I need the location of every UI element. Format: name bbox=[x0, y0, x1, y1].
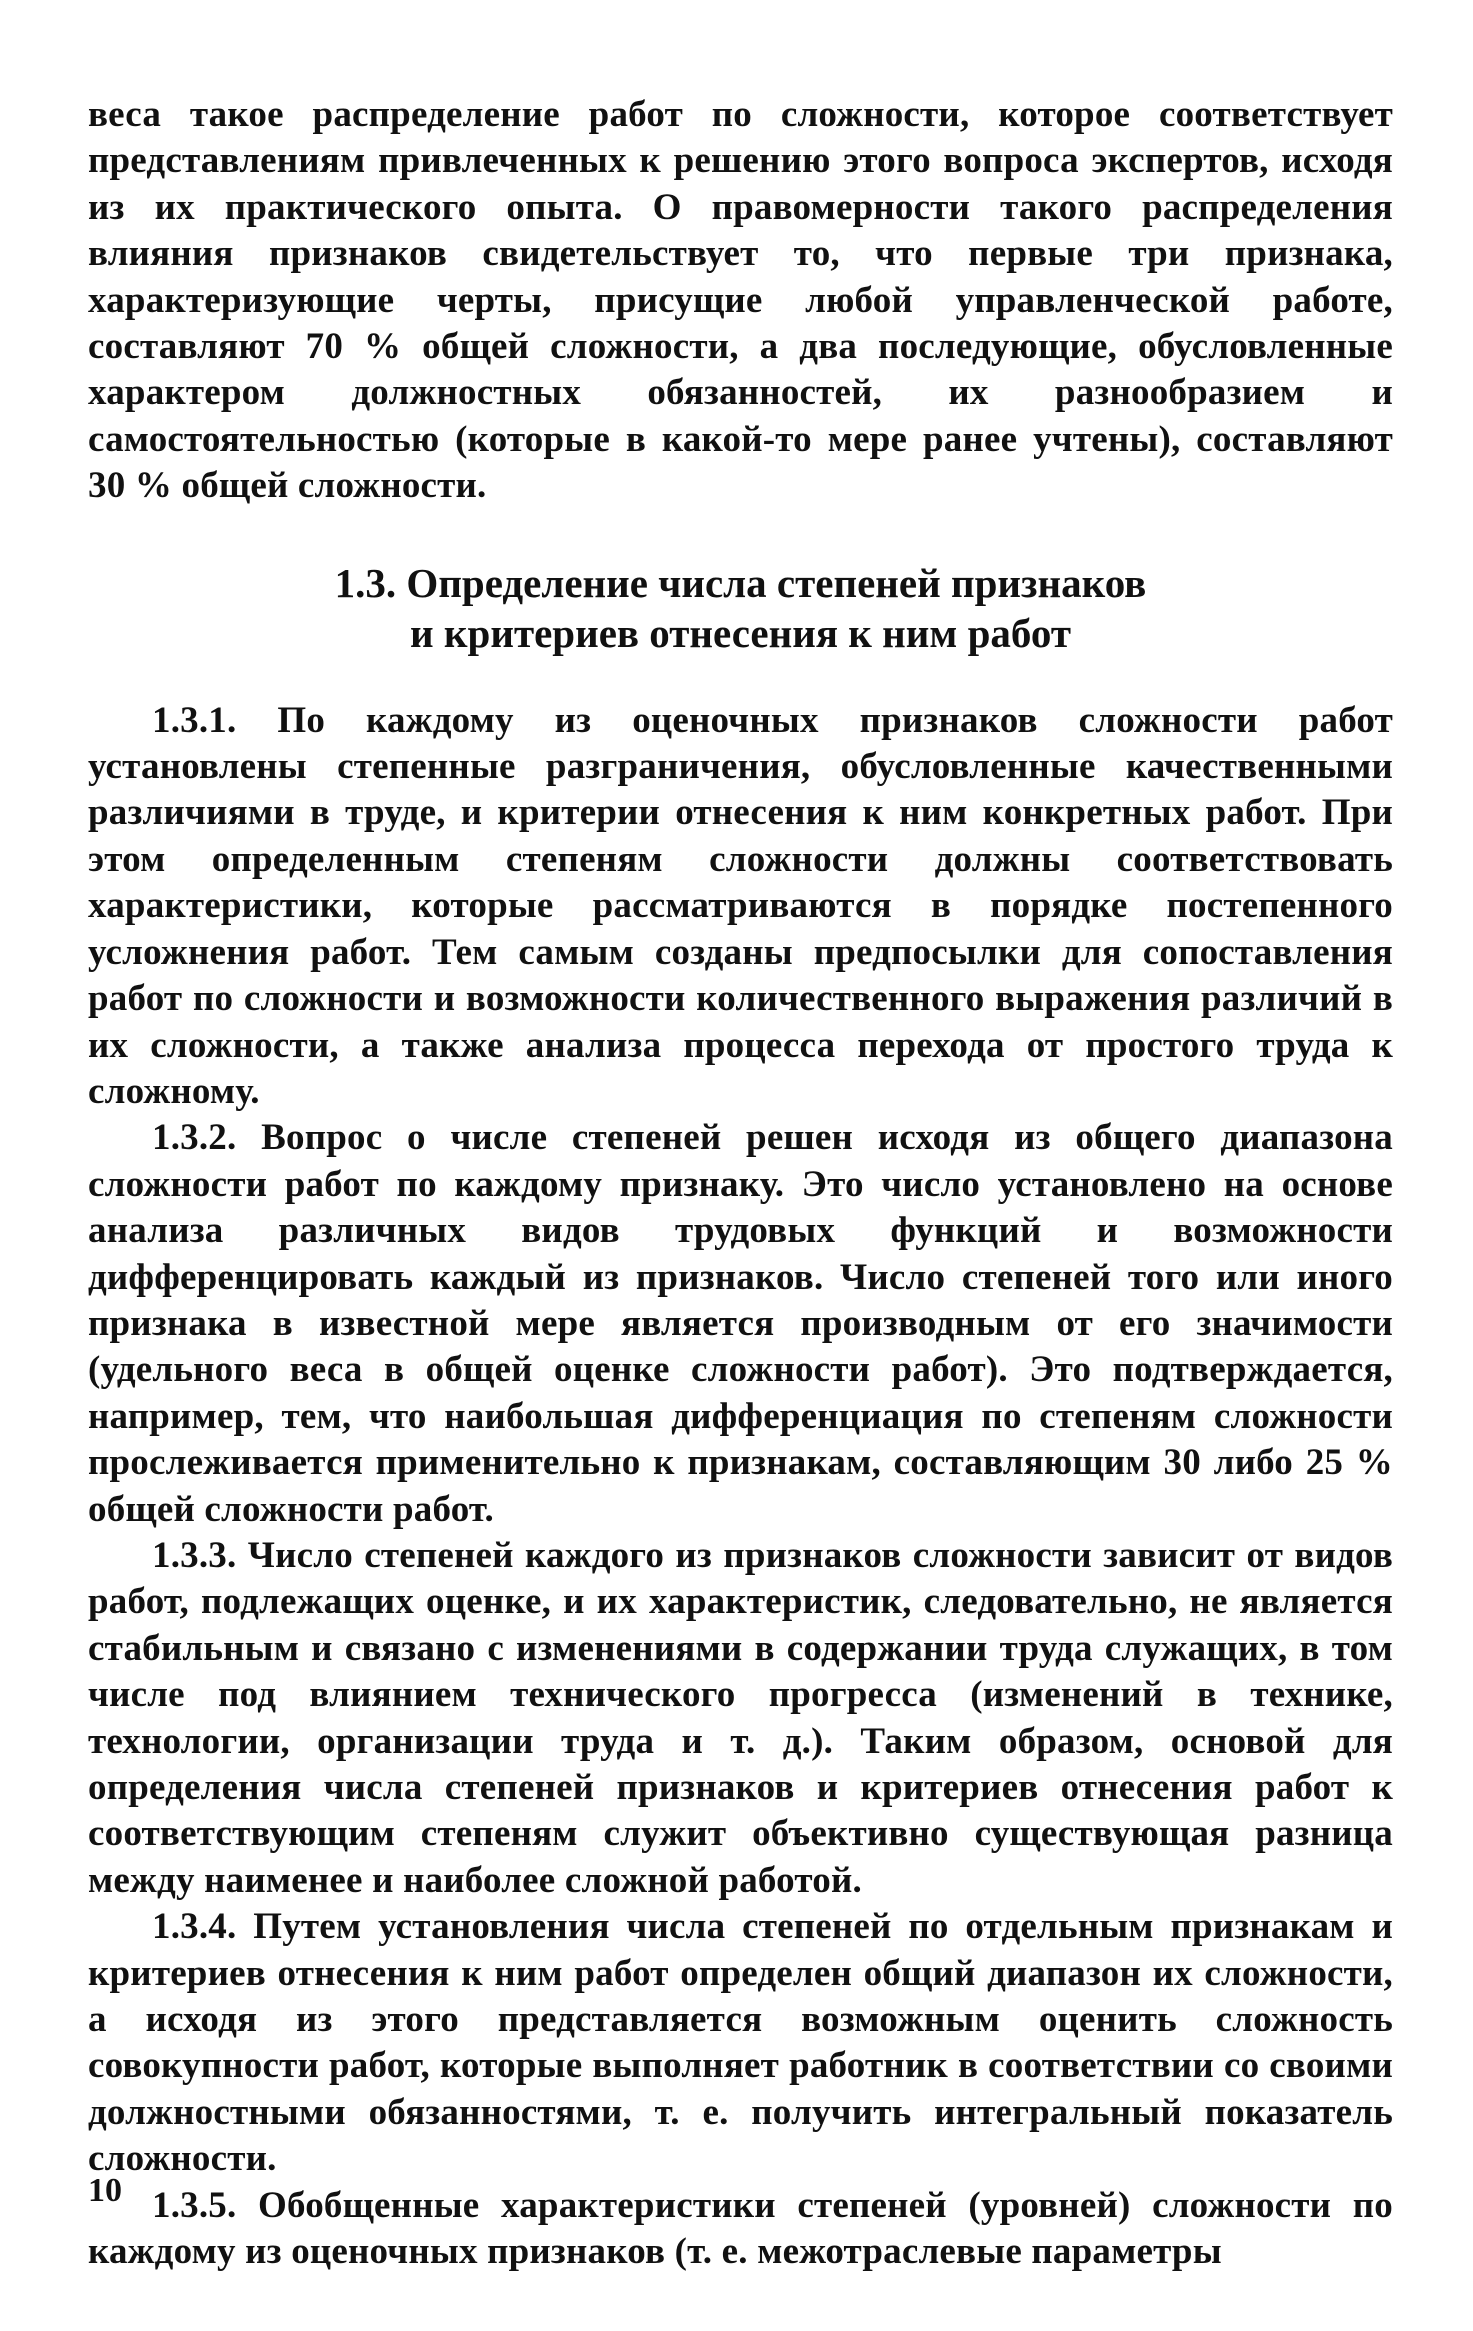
section-heading-line-2: и критериев отнесения к ним работ bbox=[410, 609, 1071, 656]
section-heading-line-1: 1.3. Определение числа степеней признаков bbox=[334, 559, 1147, 606]
paragraph-1-3-4: 1.3.4. Путем установления числа степеней по отдельным признакам и критериев отнесения к ним работ определен общий диапазон их сложности, а исходя из этого представляется возможным оценить сложность совокупности работ, которые выполняет работник в соответствии со своими должностными обязанностями, т. е. получить интегральный показатель сложности. bbox=[88, 1906, 1393, 2180]
document-page bbox=[88, 92, 1393, 2292]
paragraph-1-3-1: 1.3.1. По каждому из оценочных признаков сложности работ установлены степенные разграничения, обусловленные качественными различиями в труде, и критерии отнесения к ним конкретных работ. При этом определенным степеням сложности должны соответствовать характеристики, которые рассматриваются в порядке постепенного усложнения работ. Тем самым созданы предпосылки для сопоставления работ по сложности и возможности количественного выражения различий в их сложности, а также анализа процесса перехода от простого труда к сложному. bbox=[88, 699, 1393, 1112]
paragraph-1-3-3: 1.3.3. Число степеней каждого из признаков сложности зависит от видов работ, подлежащих оценке, и их характеристик, следовательно, не является стабильным и связано с изменениями в содержании труда служащих, в том числе под влиянием технического прогресса (изменений в технике, технологии, организации труда и т. д.). Таким образом, основой для определения числа степеней признаков и критериев отнесения работ к соответствующим степеням служит объективно существующая разница между наименее и наиболее сложной работой. bbox=[88, 1534, 1393, 1901]
paragraph-1-3-2: 1.3.2. Вопрос о числе степеней решен исходя из общего диапазона сложности работ по каждому признаку. Это число установлено на основе анализа различных видов трудовых функций и возможности дифференцировать каждый из признаков. Число степеней того или иного признака в известной мере является производным от его значимости (удельного веса в общей оценке сложности работ). Это подтверждается, например, тем, что наибольшая дифференциация по степеням сложности прослеживается применительно к признакам, составляющим 30 либо 25 % общей сложности работ. bbox=[88, 1117, 1393, 1530]
page-number: 10 bbox=[88, 2172, 122, 2209]
paragraph-1-3-5: 1.3.5. Обобщенные характеристики степеней (уровней) сложности по каждому из оценочных признаков (т. е. межотраслевые параметры bbox=[88, 2184, 1393, 2273]
intro-paragraph: веса такое распределение работ по сложности, которое соответствует представлениям привлеченных к решению этого вопроса экспертов, исходя из их практического опыта. О правомерности такого распределения влияния признаков свидетельствует то, что первые три признака, характеризующие черты, присущие любой управленческой работе, составляют 70 % общей сложности, а два последующие, обусловленные характером должностных обязанностей, их разнообразием и самостоятельностью (которые в какой-то мере ранее учтены), составляют 30 % общей сложности. bbox=[88, 94, 1393, 507]
section-heading bbox=[88, 558, 1393, 658]
